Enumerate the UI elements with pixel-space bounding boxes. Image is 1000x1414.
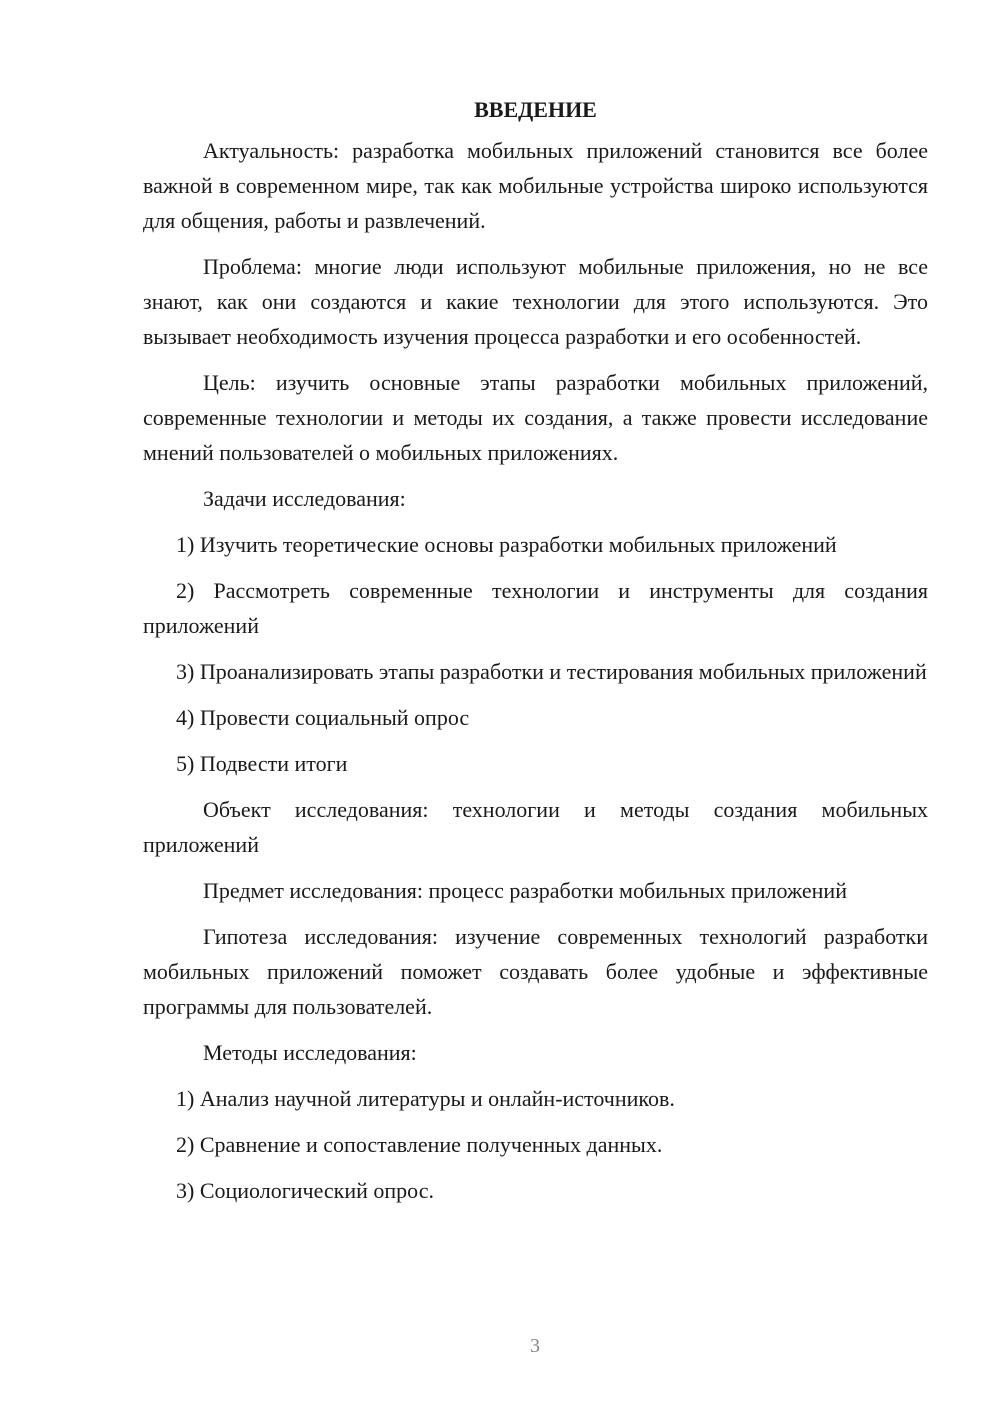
task-item-3: 3) Проанализировать этапы разработки и тестирования мобильных приложений — [176, 659, 927, 684]
hypothesis-paragraph: Гипотеза исследования: изучение современных технологий разработки мобильных приложений поможет создавать более удобные и эффективные программы для пользователей. — [143, 924, 928, 1019]
task-item-4: 4) Провести социальный опрос — [176, 705, 470, 730]
method-item-1: 1) Анализ научной литературы и онлайн-источников. — [176, 1086, 675, 1111]
relevance-paragraph: Актуальность: разработка мобильных приложений становится все более важной в современном мире, так как мобильные устройства широко используются для общения, работы и развлечений. — [143, 138, 928, 233]
goal-paragraph: Цель: изучить основные этапы разработки мобильных приложений, современные технологии и методы их создания, а также провести исследование мнений пользователей о мобильных приложениях. — [143, 370, 928, 465]
task-item-5: 5) Подвести итоги — [176, 751, 348, 776]
object-paragraph: Объект исследования: технологии и методы создания мобильных приложений — [143, 797, 928, 857]
section-title: ВВЕДЕНИЕ — [474, 97, 597, 122]
page-number: 3 — [530, 1335, 540, 1357]
method-item-2: 2) Сравнение и сопоставление полученных данных. — [176, 1132, 663, 1157]
tasks-heading: Задачи исследования: — [203, 486, 406, 511]
method-item-3: 3) Социологический опрос. — [176, 1178, 434, 1203]
problem-paragraph: Проблема: многие люди используют мобильные приложения, но не все знают, как они создаются и какие технологии для этого используются. Это вызывает необходимость изучения процесса разработки и его особенностей. — [143, 254, 928, 349]
document-page — [143, 92, 928, 1219]
subject-paragraph: Предмет исследования: процесс разработки мобильных приложений — [203, 878, 847, 903]
methods-heading: Методы исследования: — [203, 1040, 417, 1065]
task-item-2: 2) Рассмотреть современные технологии и инструменты для создания приложений — [143, 578, 928, 638]
task-item-1: 1) Изучить теоретические основы разработки мобильных приложений — [176, 532, 837, 557]
